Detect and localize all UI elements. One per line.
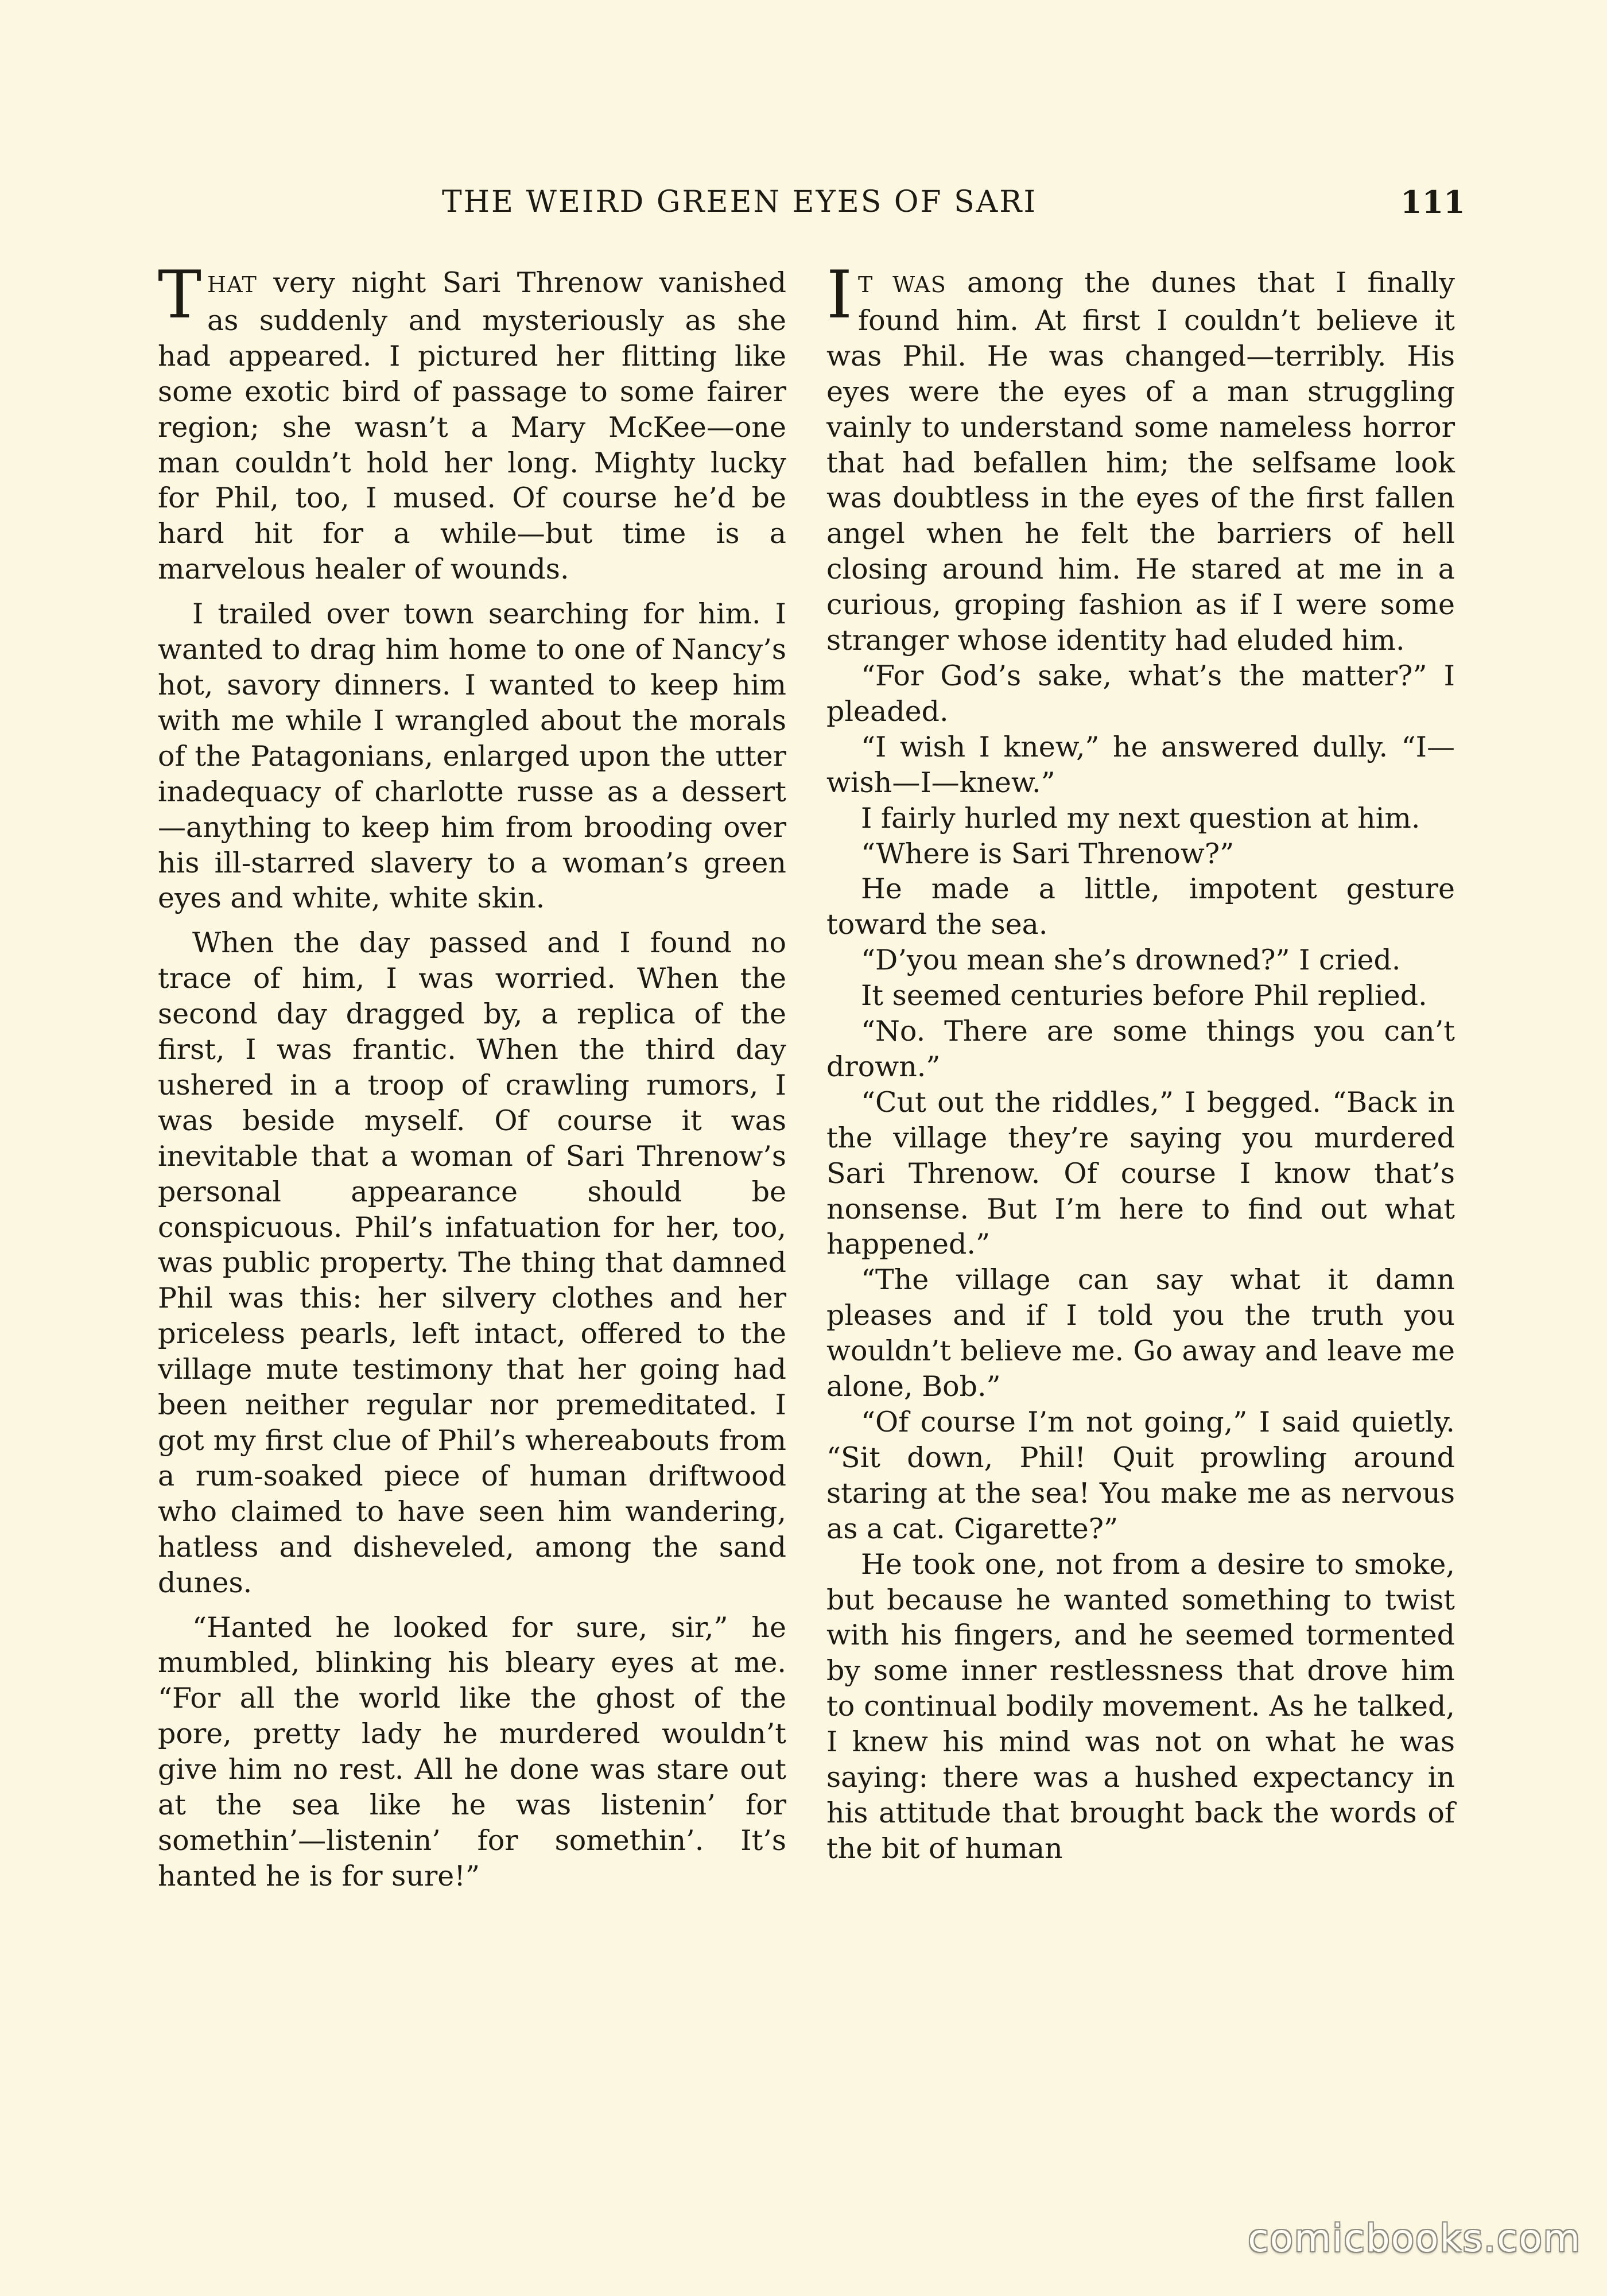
paragraph: [158, 257, 786, 587]
small-caps-opening: HAT: [207, 272, 257, 297]
running-title: THE WEIRD GREEN EYES OF SARI: [442, 185, 1037, 219]
paragraph: “Of course I’m not going,” I said quietly. “Sit down, Phil! Quit prowling around staring at the sea! You make me as nervous as a cat. Cigarette?”: [826, 1406, 1455, 1545]
paragraph: “No. There are some things you can’t drown.”: [826, 1015, 1455, 1083]
paragraph: “Cut out the riddles,” I begged. “Back in the village they’re saying you murdered Sari Threnow. Of course I know that’s nonsense. But I’m here to find out what happened.”: [826, 1085, 1455, 1261]
left-column: [158, 257, 786, 1894]
small-caps-opening: T WAS: [858, 272, 946, 297]
paragraph: “D’you mean she’s drowned?” I cried.: [861, 944, 1401, 977]
paragraph: “For God’s sake, what’s the matter?” I pleaded.: [826, 659, 1455, 728]
paragraph: “The village can say what it damn pleases and if I told you the truth you wouldn’t believe me. Go away and leave me alone, Bob.”: [826, 1263, 1455, 1403]
paragraph: I fairly hurled my next question at him.: [861, 801, 1420, 835]
drop-cap: I: [826, 257, 853, 333]
paragraph: I trailed over town searching for him. I wanted to drag him home to one of Nancy’s hot, savory dinners. I wanted to keep him with me while I wrangled about the morals of the Patagonians, enlarged upon the utter inadequacy of charlotte russe as a dessert—anything to keep him from brooding over his ill-starred slavery to a woman’s green eyes and white, white skin.: [158, 598, 786, 915]
paragraph: It seemed centuries before Phil replied.: [861, 979, 1427, 1013]
paragraph: He made a little, impotent gesture toward the sea.: [826, 872, 1455, 941]
paragraph: When the day passed and I found no trace of him, I was worried. When the second day dragged by, a replica of the first, I was frantic. When the third day ushered in a troop of crawling rumors, I was beside myself. Of course it was inevitable that a woman of Sari Threnow’s personal appearance should be conspicuous. Phil’s infatuation for her, too, was public property. The thing that damned Phil was this: her silvery clothes and her priceless pearls, left intact, offered to the village mute testimony that her going had been neither regular nor premeditated. I got my first clue of Phil’s whereabouts from a rum-soaked piece of human driftwood who claimed to have seen him wandering, hatless and disheveled, among the sand dunes.: [158, 926, 786, 1599]
paragraph: “I wish I knew,” he answered dully. “I—wish—I—knew.”: [826, 730, 1455, 799]
right-column: [826, 257, 1455, 1867]
paragraph: “Hanted he looked for sure, sir,” he mumbled, blinking his bleary eyes at me. “For all the world like the ghost of the pore, pretty lady he murdered wouldn’t give him no rest. All he done was stare out at the sea like he was listenin’ for somethin’—listenin’ for somethin’. It’s hanted he is for sure!”: [158, 1611, 786, 1892]
paragraph-text: among the dunes that I finally found him. At first I couldn’t believe it was Phil. He was changed—terribly. His eyes were the eyes of a man struggling vainly to understand some nameless horror that had befallen him; the selfsame look was doubtless in the eyes of the first fallen angel when he felt the barriers of hell closing around him. He stared at me in a curious, groping fashion as if I were some stranger whose identity had eluded him.: [826, 266, 1455, 657]
page-number: 111: [1400, 184, 1465, 220]
drop-cap: T: [158, 257, 202, 333]
watermark-logo: comicbooks.com: [1248, 2216, 1581, 2260]
paragraph: He took one, not from a desire to smoke, but because he wanted something to twist with his fingers, and he seemed tormented by some inner restlessness that drove him to continual bodily movement. As he talked, I knew his mind was not on what he was saying: there was a hushed expectancy in his attitude that brought back the words of the bit of human: [826, 1548, 1455, 1865]
paragraph-text: very night Sari Threnow vanished as suddenly and mysteriously as she had appeared. I pictured her flitting like some exotic bird of passage to some fairer region; she wasn’t a Mary McKee—one man couldn’t hold her long. Mighty lucky for Phil, too, I mused. Of course he’d be hard hit for a while—but time is a marvelous healer of wounds.: [158, 266, 786, 586]
paragraph: “Where is Sari Threnow?”: [861, 837, 1235, 870]
paragraph: [826, 257, 1455, 658]
